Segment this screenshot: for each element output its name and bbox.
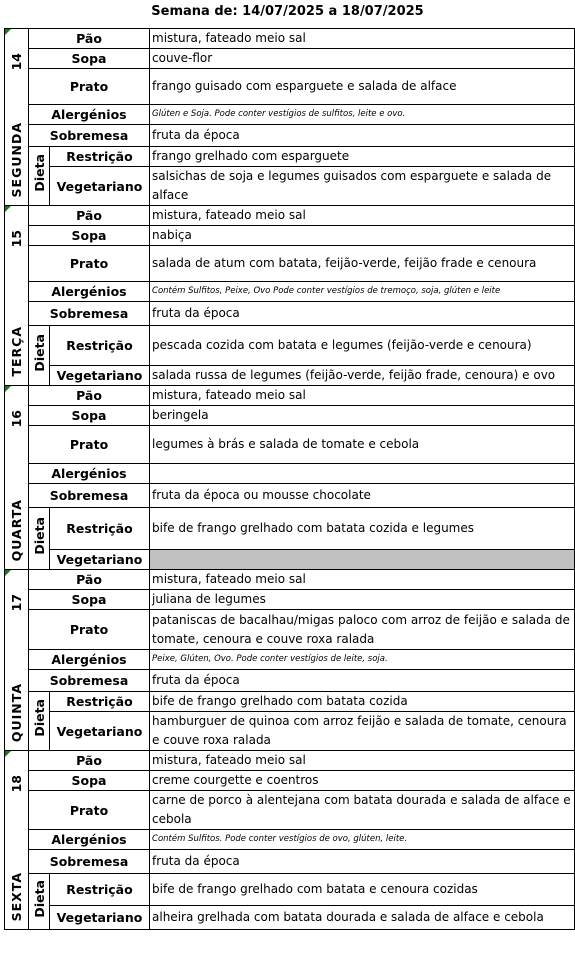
- row-label-restricao: Restrição: [50, 326, 150, 366]
- menu-row-sopa: [5, 226, 575, 246]
- day-number: 14: [9, 53, 24, 71]
- row-label-vegetariano: Vegetariano: [50, 167, 150, 206]
- row-label-vegetariano: Vegetariano: [50, 906, 150, 930]
- menu-value-vegetariano: salada russa de legumes (feijão-verde, feijão frade, cenoura) e ovo: [150, 366, 575, 386]
- weekday-name: SEGUNDA: [9, 121, 24, 197]
- row-label-prato: Prato: [29, 69, 150, 105]
- menu-row-vegetariano: [5, 906, 575, 930]
- row-label-alergenios: Alergénios: [29, 650, 150, 670]
- menu-row-pao: [5, 386, 575, 406]
- menu-row-vegetariano: [5, 167, 575, 206]
- day-cell: [5, 751, 29, 930]
- row-label-restricao: Restrição: [50, 147, 150, 167]
- row-label-restricao: Restrição: [50, 692, 150, 712]
- menu-row-sobremesa: [5, 484, 575, 508]
- row-label-vegetariano: Vegetariano: [50, 550, 150, 570]
- menu-value-pao: mistura, fateado meio sal: [150, 29, 575, 49]
- dieta-label-cell: [29, 508, 50, 570]
- menu-value-prato: pataniscas de bacalhau/migas paloco com arroz de feijão e salada de tomate, cenoura e couve roxa ralada: [150, 610, 575, 650]
- menu-row-sopa: [5, 49, 575, 69]
- menu-value-prato: salada de atum com batata, feijão-verde, feijão frade e cenoura: [150, 246, 575, 282]
- weekday-name: QUARTA: [9, 498, 24, 561]
- menu-value-sopa: couve-flor: [150, 49, 575, 69]
- dieta-label: Dieta: [31, 333, 47, 372]
- menu-row-prato: [5, 426, 575, 464]
- row-label-sopa: Sopa: [29, 771, 150, 791]
- menu-row-prato: [5, 791, 575, 830]
- menu-row-pao: [5, 29, 575, 49]
- menu-row-prato: [5, 246, 575, 282]
- menu-value-alergenios: Contém Sulfitos, Peixe, Ovo Pode conter vestígios de tremoço, soja, glúten e leite: [150, 282, 575, 302]
- day-number: 17: [9, 594, 24, 612]
- menu-value-restricao: pescada cozida com batata e legumes (feijão-verde e cenoura): [150, 326, 575, 366]
- weekday-name: TERÇA: [9, 326, 24, 377]
- day-number: 18: [9, 775, 24, 793]
- menu-value-vegetariano: salsichas de soja e legumes guisados com esparguete e salada de alface: [150, 167, 575, 206]
- day-number: 16: [9, 410, 24, 428]
- menu-value-restricao: frango grelhado com esparguete: [150, 147, 575, 167]
- menu-value-prato: legumes à brás e salada de tomate e cebola: [150, 426, 575, 464]
- menu-row-vegetariano: [5, 366, 575, 386]
- row-label-pao: Pão: [29, 29, 150, 49]
- day-cell: [5, 386, 29, 570]
- row-label-vegetariano: Vegetariano: [50, 712, 150, 751]
- row-label-vegetariano: Vegetariano: [50, 366, 150, 386]
- row-label-alergenios: Alergénios: [29, 830, 150, 850]
- weekday-name: QUINTA: [9, 682, 24, 742]
- row-label-sobremesa: Sobremesa: [29, 850, 150, 874]
- menu-value-vegetariano: hamburguer de quinoa com arroz feijão e salada de tomate, cenoura e couve roxa ralada: [150, 712, 575, 751]
- row-label-sobremesa: Sobremesa: [29, 302, 150, 326]
- menu-value-alergenios: [150, 464, 575, 484]
- day-cell: [5, 29, 29, 206]
- row-label-prato: Prato: [29, 246, 150, 282]
- menu-value-sopa: beringela: [150, 406, 575, 426]
- row-label-sopa: Sopa: [29, 226, 150, 246]
- menu-value-sobremesa: fruta da época ou mousse chocolate: [150, 484, 575, 508]
- menu-value-sobremesa: fruta da época: [150, 670, 575, 692]
- menu-row-alergenios: [5, 105, 575, 125]
- weekday-name: SEXTA: [9, 871, 24, 921]
- day-cell: [5, 570, 29, 751]
- dieta-label-cell: [29, 326, 50, 386]
- row-label-sobremesa: Sobremesa: [29, 484, 150, 508]
- menu-value-prato: frango guisado com esparguete e salada de alface: [150, 69, 575, 105]
- menu-row-sobremesa: [5, 302, 575, 326]
- dieta-label-cell: [29, 692, 50, 751]
- dieta-label: Dieta: [31, 154, 47, 192]
- dieta-label-cell: [29, 147, 50, 206]
- menu-row-vegetariano: [5, 550, 575, 570]
- menu-row-sobremesa: [5, 850, 575, 874]
- menu-row-vegetariano: [5, 712, 575, 751]
- menu-row-prato: [5, 69, 575, 105]
- row-label-sobremesa: Sobremesa: [29, 125, 150, 147]
- menu-value-sobremesa: fruta da época: [150, 850, 575, 874]
- menu-row-sobremesa: [5, 670, 575, 692]
- menu-value-alergenios: Glúten e Soja. Pode conter vestígios de sulfitos, leite e ovo.: [150, 105, 575, 125]
- menu-value-sobremesa: fruta da época: [150, 125, 575, 147]
- menu-row-sobremesa: [5, 125, 575, 147]
- row-label-pao: Pão: [29, 751, 150, 771]
- row-label-sopa: Sopa: [29, 406, 150, 426]
- menu-table: [4, 28, 575, 930]
- menu-row-restricao: [5, 874, 575, 906]
- day-number: 15: [9, 230, 24, 248]
- dieta-label: Dieta: [31, 879, 47, 918]
- menu-value-vegetariano: alheira grelhada com batata dourada e salada de alface e cebola: [150, 906, 575, 930]
- menu-row-pao: [5, 570, 575, 590]
- menu-value-sopa: juliana de legumes: [150, 590, 575, 610]
- dieta-label: Dieta: [31, 699, 47, 737]
- menu-row-alergenios: [5, 650, 575, 670]
- row-label-alergenios: Alergénios: [29, 464, 150, 484]
- menu-value-prato: carne de porco à alentejana com batata dourada e salada de alface e cebola: [150, 791, 575, 830]
- menu-value-restricao: bife de frango grelhado com batata cozida e legumes: [150, 508, 575, 550]
- row-label-restricao: Restrição: [50, 508, 150, 550]
- menu-value-alergenios: Peixe, Glúten, Ovo. Pode conter vestígios de leite, soja.: [150, 650, 575, 670]
- row-label-restricao: Restrição: [50, 874, 150, 906]
- menu-row-restricao: [5, 508, 575, 550]
- row-label-prato: Prato: [29, 791, 150, 830]
- menu-row-alergenios: [5, 464, 575, 484]
- menu-value-pao: mistura, fateado meio sal: [150, 570, 575, 590]
- menu-value-pao: mistura, fateado meio sal: [150, 751, 575, 771]
- menu-value-sobremesa: fruta da época: [150, 302, 575, 326]
- menu-row-restricao: [5, 692, 575, 712]
- row-label-pao: Pão: [29, 570, 150, 590]
- row-label-prato: Prato: [29, 426, 150, 464]
- row-label-sopa: Sopa: [29, 49, 150, 69]
- menu-row-pao: [5, 751, 575, 771]
- week-title: Semana de: 14/07/2025 a 18/07/2025: [151, 4, 424, 19]
- menu-value-restricao: bife de frango grelhado com batata e cenoura cozidas: [150, 874, 575, 906]
- menu-row-alergenios: [5, 282, 575, 302]
- menu-row-sopa: [5, 590, 575, 610]
- menu-value-pao: mistura, fateado meio sal: [150, 386, 575, 406]
- menu-value-vegetariano: [150, 550, 575, 570]
- row-label-sopa: Sopa: [29, 590, 150, 610]
- menu-value-sopa: creme courgette e coentros: [150, 771, 575, 791]
- menu-value-restricao: bife de frango grelhado com batata cozida: [150, 692, 575, 712]
- row-label-pao: Pão: [29, 206, 150, 226]
- menu-row-sopa: [5, 406, 575, 426]
- menu-value-alergenios: Contém Sulfitos. Pode conter vestígios de ovo, glúten, leite.: [150, 830, 575, 850]
- dieta-label-cell: [29, 874, 50, 930]
- dieta-label: Dieta: [31, 516, 47, 555]
- row-label-pao: Pão: [29, 386, 150, 406]
- row-label-sobremesa: Sobremesa: [29, 670, 150, 692]
- menu-row-pao: [5, 206, 575, 226]
- row-label-prato: Prato: [29, 610, 150, 650]
- menu-row-restricao: [5, 326, 575, 366]
- menu-row-sopa: [5, 771, 575, 791]
- menu-value-pao: mistura, fateado meio sal: [150, 206, 575, 226]
- menu-row-alergenios: [5, 830, 575, 850]
- row-label-alergenios: Alergénios: [29, 282, 150, 302]
- row-label-alergenios: Alergénios: [29, 105, 150, 125]
- menu-row-restricao: [5, 147, 575, 167]
- day-cell: [5, 206, 29, 386]
- menu-value-sopa: nabiça: [150, 226, 575, 246]
- menu-row-prato: [5, 610, 575, 650]
